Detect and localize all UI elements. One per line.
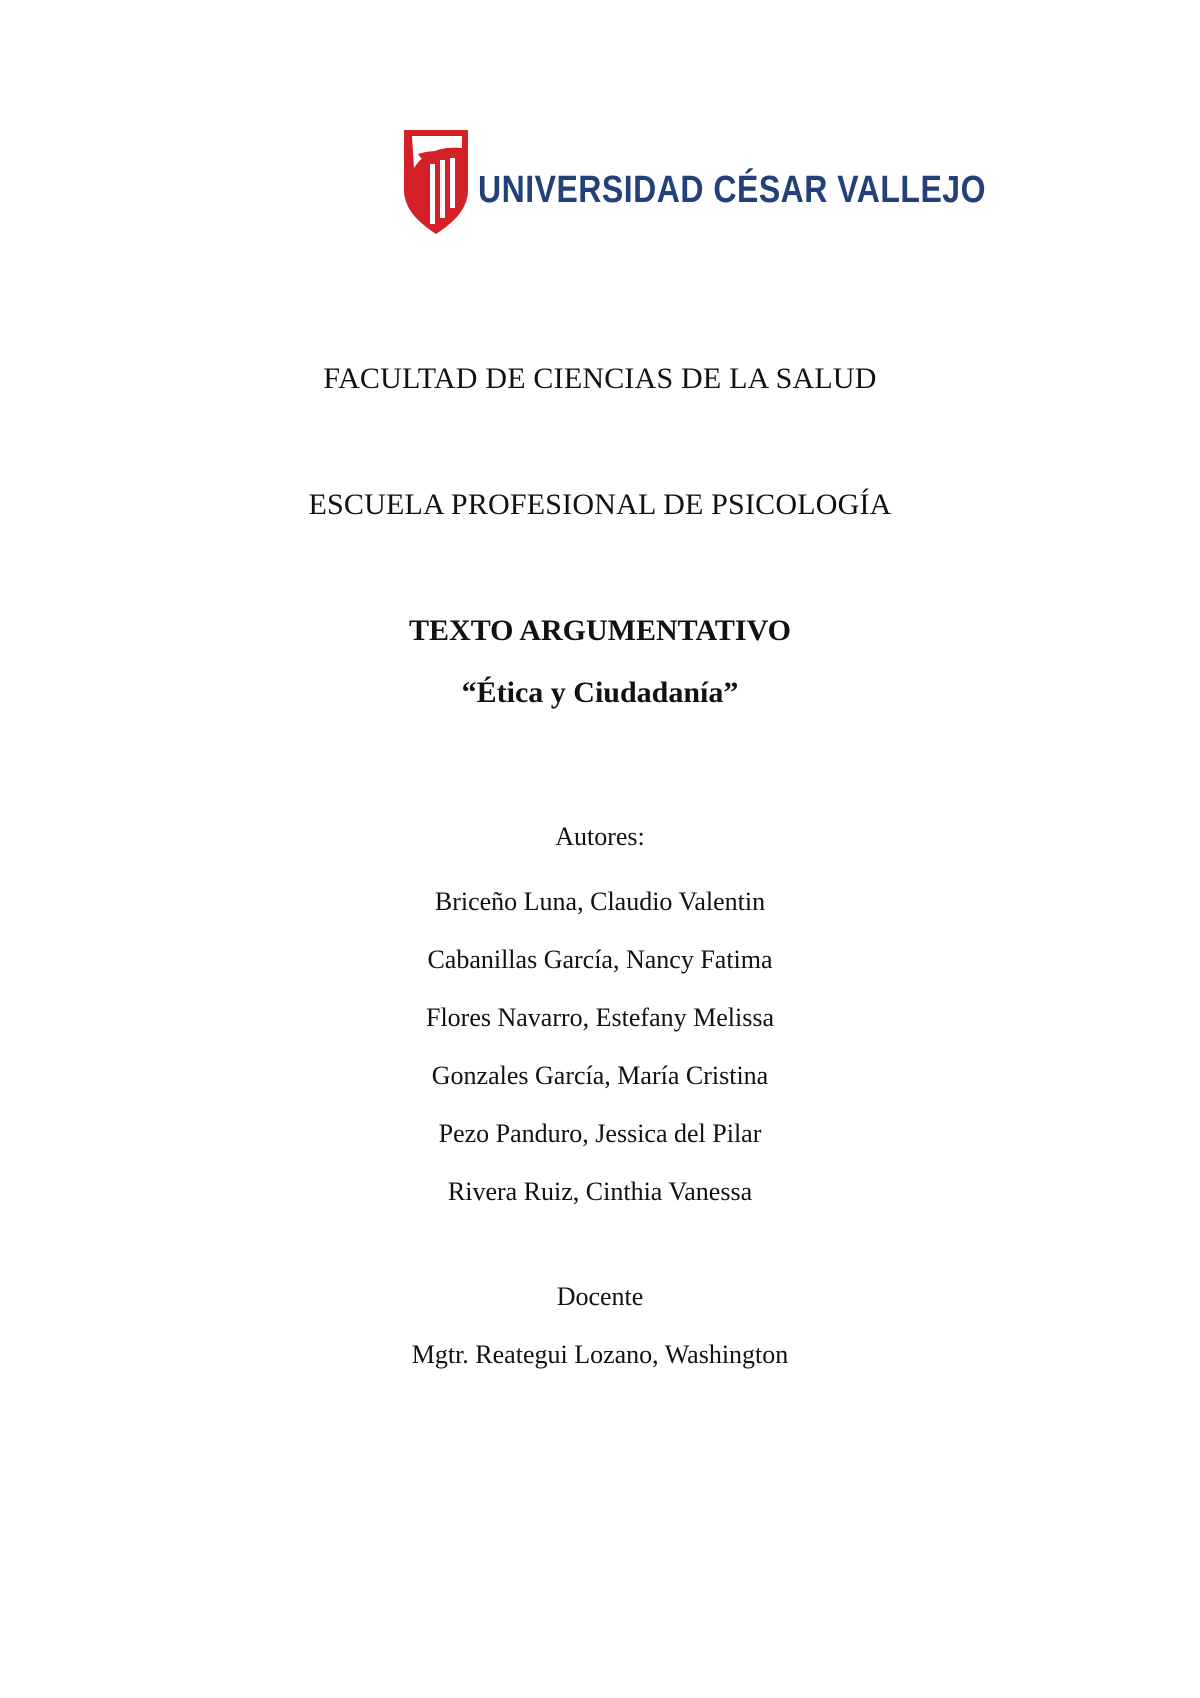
author-name: Cabanillas García, Nancy Fatima	[427, 945, 773, 974]
author-name: Flores Navarro, Estefany Melissa	[425, 1003, 775, 1032]
teacher-name: Mgtr. Reategui Lozano, Washington	[411, 1340, 789, 1369]
faculty-name: FACULTAD DE CIENCIAS DE LA SALUD	[323, 362, 877, 395]
university-logo	[402, 128, 986, 238]
author-name: Gonzales García, María Cristina	[431, 1061, 769, 1090]
document-title: “Ética y Ciudadanía”	[461, 676, 739, 709]
authors-list	[0, 880, 1200, 1228]
authors-label: Autores:	[555, 822, 645, 851]
author-name: Pezo Panduro, Jessica del Pilar	[438, 1119, 762, 1148]
author-name: Briceño Luna, Claudio Valentin	[434, 887, 766, 916]
author-name: Rivera Ruiz, Cinthia Vanessa	[447, 1177, 753, 1206]
document-type: TEXTO ARGUMENTATIVO	[409, 614, 791, 647]
university-logo-text: UNIVERSIDAD CÉSAR VALLEJO	[478, 168, 986, 211]
school-name: ESCUELA PROFESIONAL DE PSICOLOGÍA	[308, 488, 892, 521]
teacher-label: Docente	[556, 1282, 644, 1311]
shield-icon	[402, 128, 472, 236]
